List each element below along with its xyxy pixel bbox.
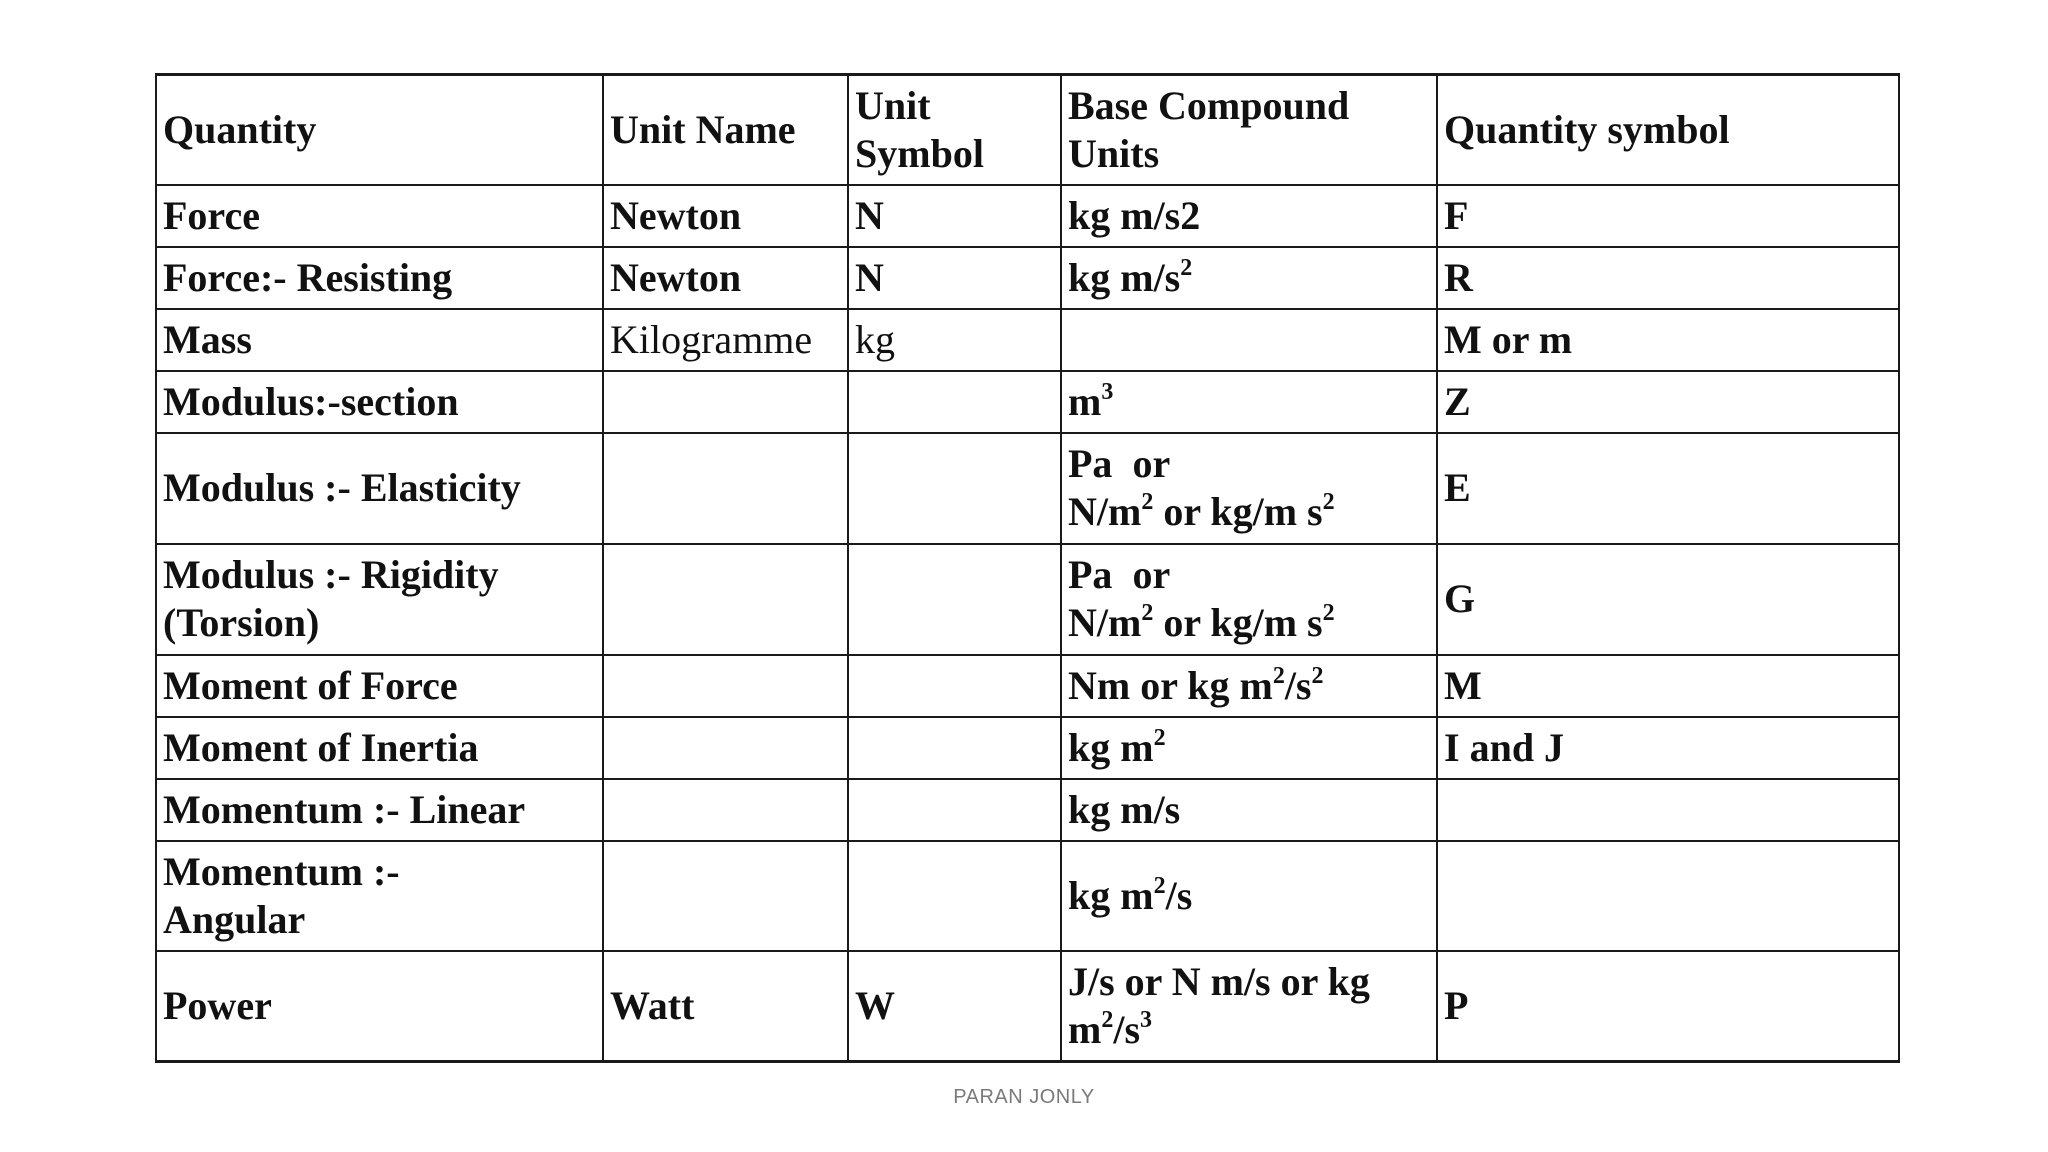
header-unit-symbol-line1: Unit xyxy=(855,82,931,128)
exponent-a: 2 xyxy=(1141,600,1154,626)
cell-unit-name xyxy=(603,433,848,544)
cell-quantity-symbol: Z xyxy=(1437,371,1899,433)
cell-quantity-symbol: E xyxy=(1437,433,1899,544)
cell-quantity: Momentum :- Linear xyxy=(156,779,603,841)
cell-unit-symbol xyxy=(848,779,1061,841)
header-unit-name: Unit Name xyxy=(603,75,848,185)
cell-unit-symbol xyxy=(848,655,1061,717)
footer-author: PARAN JONLY xyxy=(953,1086,1095,1108)
base-units-part-b: or kg/m s xyxy=(1153,489,1323,534)
base-units-part-a: Nm or kg m xyxy=(1068,662,1273,708)
table-row xyxy=(156,544,1899,655)
cell-unit-name: Kilogramme xyxy=(603,309,848,371)
cell-base-units: kg m/s2 xyxy=(1061,185,1437,247)
header-quantity: Quantity xyxy=(156,75,603,185)
cell-unit-name: Newton xyxy=(603,247,848,309)
header-base-units-line2: Units xyxy=(1068,130,1160,176)
cell-base-units xyxy=(1061,544,1437,655)
base-units-exponent: 2 xyxy=(1153,724,1166,751)
cell-unit-name: Newton xyxy=(603,185,848,247)
cell-base-units xyxy=(1061,433,1437,544)
base-units-or: or xyxy=(1132,552,1171,597)
cell-unit-symbol xyxy=(848,717,1061,779)
exponent-a: 2 xyxy=(1153,872,1166,899)
cell-quantity: Mass xyxy=(156,309,603,371)
cell-unit-symbol: kg xyxy=(848,309,1061,371)
cell-unit-name xyxy=(603,717,848,779)
cell-quantity-symbol: F xyxy=(1437,185,1899,247)
table-row xyxy=(156,655,1899,717)
cell-unit-name xyxy=(603,841,848,951)
quantity-line1: Momentum :- xyxy=(163,848,400,894)
cell-quantity: Moment of Force xyxy=(156,655,603,717)
cell-unit-name xyxy=(603,371,848,433)
cell-unit-symbol xyxy=(848,433,1061,544)
cell-unit-symbol xyxy=(848,841,1061,951)
cell-quantity: Modulus :- Elasticity xyxy=(156,433,603,544)
cell-unit-name xyxy=(603,544,848,655)
cell-unit-symbol: N xyxy=(848,247,1061,309)
cell-base-units xyxy=(1061,841,1437,951)
table-row xyxy=(156,371,1899,433)
base-units-line1: J/s or N m/s or kg xyxy=(1068,958,1370,1004)
cell-unit-symbol xyxy=(848,544,1061,655)
base-units-text: m xyxy=(1068,378,1102,424)
table-row xyxy=(156,779,1899,841)
cell-unit-symbol: N xyxy=(848,185,1061,247)
cell-unit-symbol: W xyxy=(848,951,1061,1062)
cell-base-units xyxy=(1061,309,1437,371)
cell-unit-name xyxy=(603,779,848,841)
cell-quantity-symbol: R xyxy=(1437,247,1899,309)
cell-quantity-symbol: M or m xyxy=(1437,309,1899,371)
cell-quantity-symbol: P xyxy=(1437,951,1899,1062)
cell-unit-name: Watt xyxy=(603,951,848,1062)
cell-base-units xyxy=(1061,717,1437,779)
cell-quantity-symbol xyxy=(1437,841,1899,951)
table-row xyxy=(156,309,1899,371)
exponent-b: 2 xyxy=(1322,489,1335,515)
cell-quantity-symbol: I and J xyxy=(1437,717,1899,779)
exponent-a: 2 xyxy=(1101,1006,1114,1033)
header-base-units-line1: Base Compound xyxy=(1068,82,1350,128)
cell-quantity: Power xyxy=(156,951,603,1062)
cell-base-units xyxy=(1061,371,1437,433)
header-quantity-symbol: Quantity symbol xyxy=(1437,75,1899,185)
cell-quantity-symbol: G xyxy=(1437,544,1899,655)
quantity-line2: Angular xyxy=(163,896,306,942)
base-units-part-b: or kg/m s xyxy=(1153,600,1323,645)
cell-quantity xyxy=(156,544,603,655)
table-row xyxy=(156,841,1899,951)
exponent-a: 2 xyxy=(1141,489,1154,515)
cell-base-units: kg m/s xyxy=(1061,779,1437,841)
header-base-units xyxy=(1061,75,1437,185)
base-units-part-a: m xyxy=(1068,1006,1102,1052)
base-units-part-a: N/m xyxy=(1068,489,1142,534)
table-row xyxy=(156,717,1899,779)
exponent-a: 2 xyxy=(1272,662,1285,689)
table-row xyxy=(156,433,1899,544)
exponent-b: 3 xyxy=(1140,1006,1153,1033)
base-units-text: kg m/s xyxy=(1068,254,1181,300)
table-header-row xyxy=(156,75,1899,185)
base-units-exponent: 3 xyxy=(1101,378,1114,405)
header-unit-symbol xyxy=(848,75,1061,185)
table-row xyxy=(156,247,1899,309)
cell-quantity: Moment of Inertia xyxy=(156,717,603,779)
table-row xyxy=(156,951,1899,1062)
base-units-part-b: /s xyxy=(1165,872,1193,918)
cell-quantity: Force:- Resisting xyxy=(156,247,603,309)
quantity-line2: (Torsion) xyxy=(163,600,320,645)
cell-unit-name xyxy=(603,655,848,717)
quantity-line1: Modulus :- Rigidity xyxy=(163,552,499,597)
cell-quantity: Force xyxy=(156,185,603,247)
cell-unit-symbol xyxy=(848,371,1061,433)
si-units-table xyxy=(155,73,1900,1063)
cell-quantity-symbol xyxy=(1437,779,1899,841)
base-units-part-a: N/m xyxy=(1068,600,1142,645)
base-units-text: kg m xyxy=(1068,724,1154,770)
base-units-part-b: /s xyxy=(1113,1006,1141,1052)
exponent-b: 2 xyxy=(1322,600,1335,626)
cell-base-units xyxy=(1061,951,1437,1062)
cell-base-units xyxy=(1061,247,1437,309)
table-row xyxy=(156,185,1899,247)
cell-quantity-symbol: M xyxy=(1437,655,1899,717)
exponent-b: 2 xyxy=(1311,662,1324,689)
cell-quantity xyxy=(156,841,603,951)
cell-base-units xyxy=(1061,655,1437,717)
base-units-line1: Pa xyxy=(1068,441,1113,486)
header-unit-symbol-line2: Symbol xyxy=(855,130,984,176)
cell-quantity: Modulus:-section xyxy=(156,371,603,433)
base-units-part-b: /s xyxy=(1284,662,1312,708)
base-units-or: or xyxy=(1132,441,1171,486)
base-units-exponent: 2 xyxy=(1180,254,1193,281)
base-units-part-a: kg m xyxy=(1068,872,1154,918)
base-units-line1: Pa xyxy=(1068,552,1113,597)
